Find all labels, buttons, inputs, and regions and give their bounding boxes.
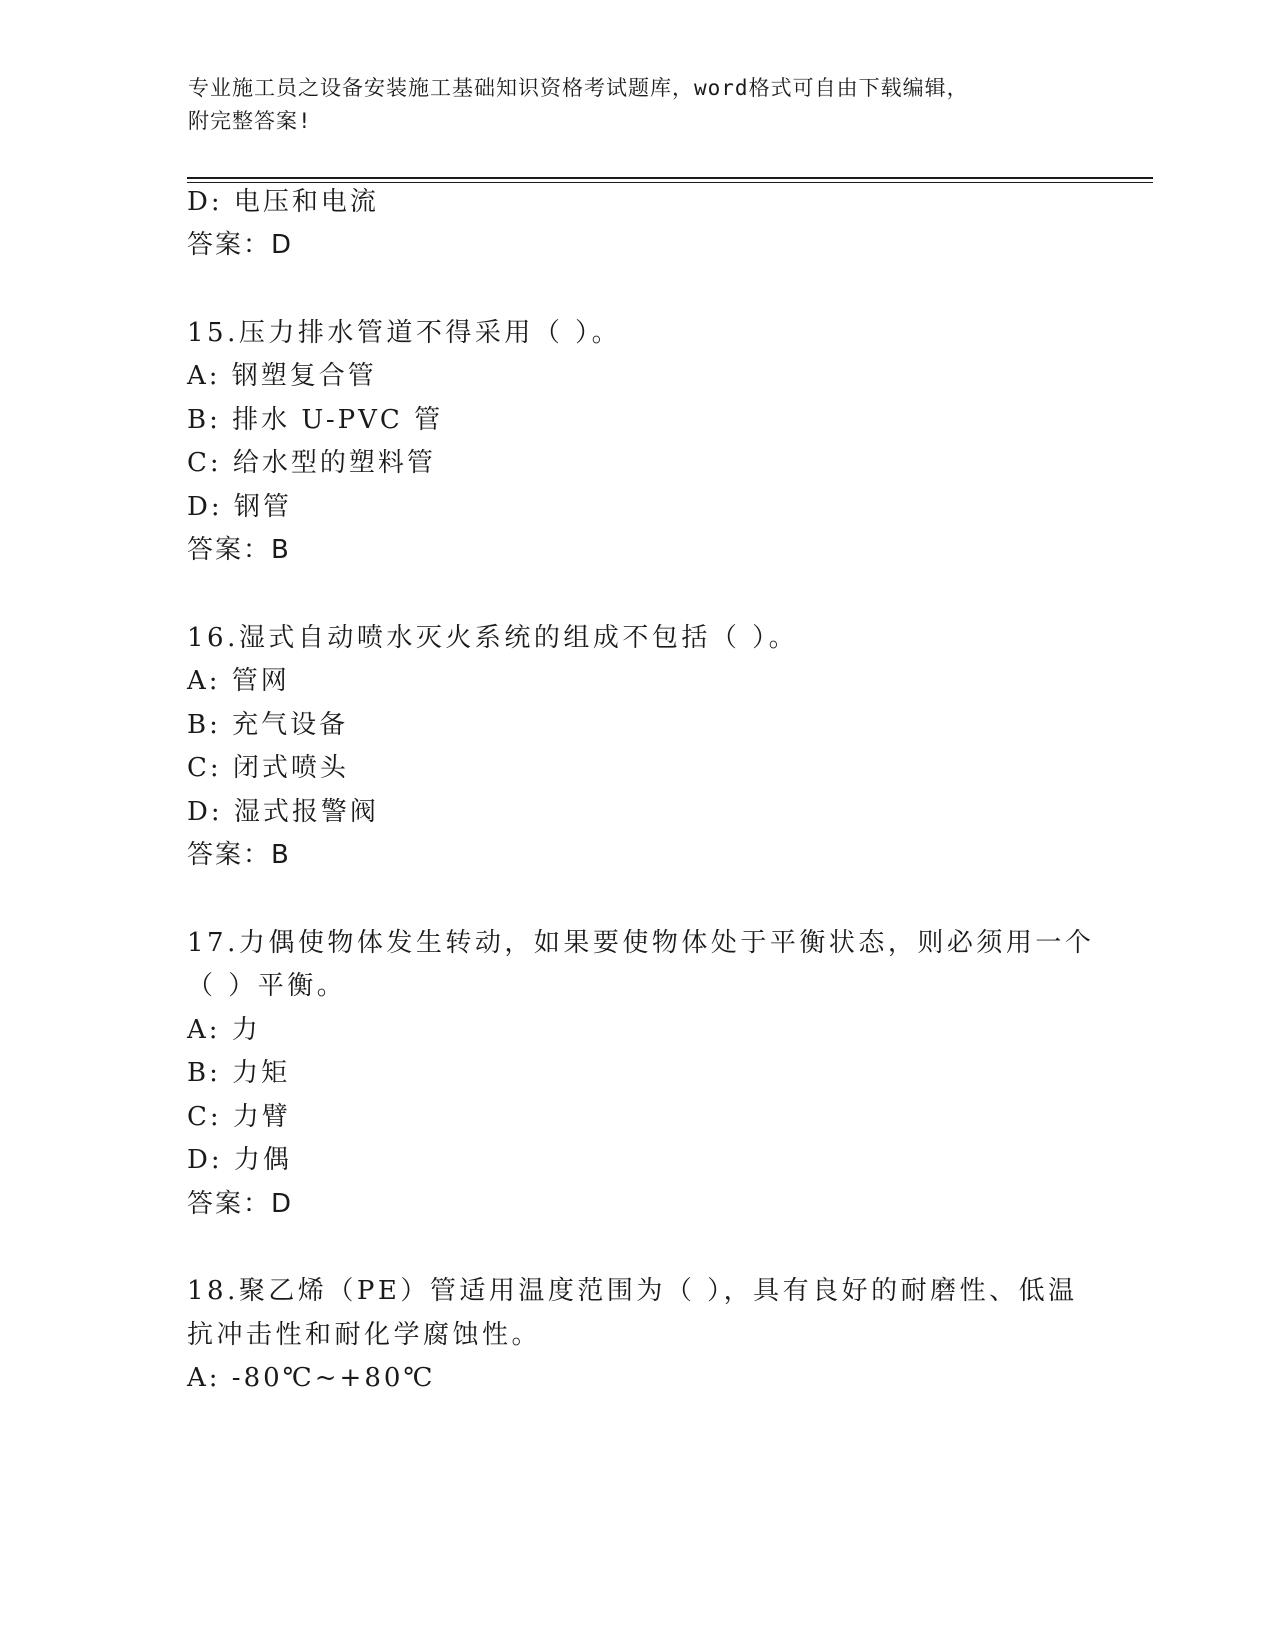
q15-stem-line-1: 15.压力排水管道不得采用（ ）。 xyxy=(187,318,622,348)
q17-stem-line-2: （ ）平衡。 xyxy=(187,971,347,1001)
q15-option-c: C: 给水型的塑料管 xyxy=(187,448,436,478)
q16-stem-line-1: 16.湿式自动喷水灭火系统的组成不包括（ ）。 xyxy=(187,623,799,653)
q17-option-b: B: 力矩 xyxy=(187,1058,291,1088)
q17-option-a: A: 力 xyxy=(187,1015,261,1045)
q17-option-c: C: 力臂 xyxy=(187,1102,291,1132)
header-divider-thick xyxy=(187,177,1153,179)
header-divider-thin xyxy=(187,182,1153,183)
header-line-2: 附完整答案! xyxy=(188,109,312,133)
q16-option-c: C: 闭式喷头 xyxy=(187,753,349,783)
q17-stem-line-1: 17.力偶使物体发生转动，如果要使物体处于平衡状态，则必须用一个 xyxy=(187,928,1095,958)
q18-stem-line-1: 18.聚乙烯（PE）管适用温度范围为（ ），具有良好的耐磨性、低温 xyxy=(187,1276,1078,1306)
q16-option-b: B: 充气设备 xyxy=(187,710,349,740)
q18-option-a: A: -80℃~+80℃ xyxy=(187,1363,436,1393)
q14-option-d: D: 电压和电流 xyxy=(187,187,379,217)
q15-answer: 答案：B xyxy=(187,535,291,565)
q18-stem-line-2: 抗冲击性和耐化学腐蚀性。 xyxy=(187,1320,542,1350)
q14-answer: 答案：D xyxy=(187,230,294,260)
document-header xyxy=(188,72,1068,138)
q15-option-b: B: 排水 U-PVC 管 xyxy=(187,405,444,435)
q16-answer: 答案：B xyxy=(187,840,291,870)
q17-answer: 答案：D xyxy=(187,1189,294,1219)
q16-option-d: D: 湿式报警阀 xyxy=(187,797,379,827)
header-line-1: 专业施工员之设备安装施工基础知识资格考试题库，word格式可自由下载编辑， xyxy=(188,76,969,100)
q15-option-d: D: 钢管 xyxy=(187,492,292,522)
q17-option-d: D: 力偶 xyxy=(187,1145,292,1175)
q16-option-a: A: 管网 xyxy=(187,666,290,696)
q15-option-a: A: 钢塑复合管 xyxy=(187,361,377,391)
